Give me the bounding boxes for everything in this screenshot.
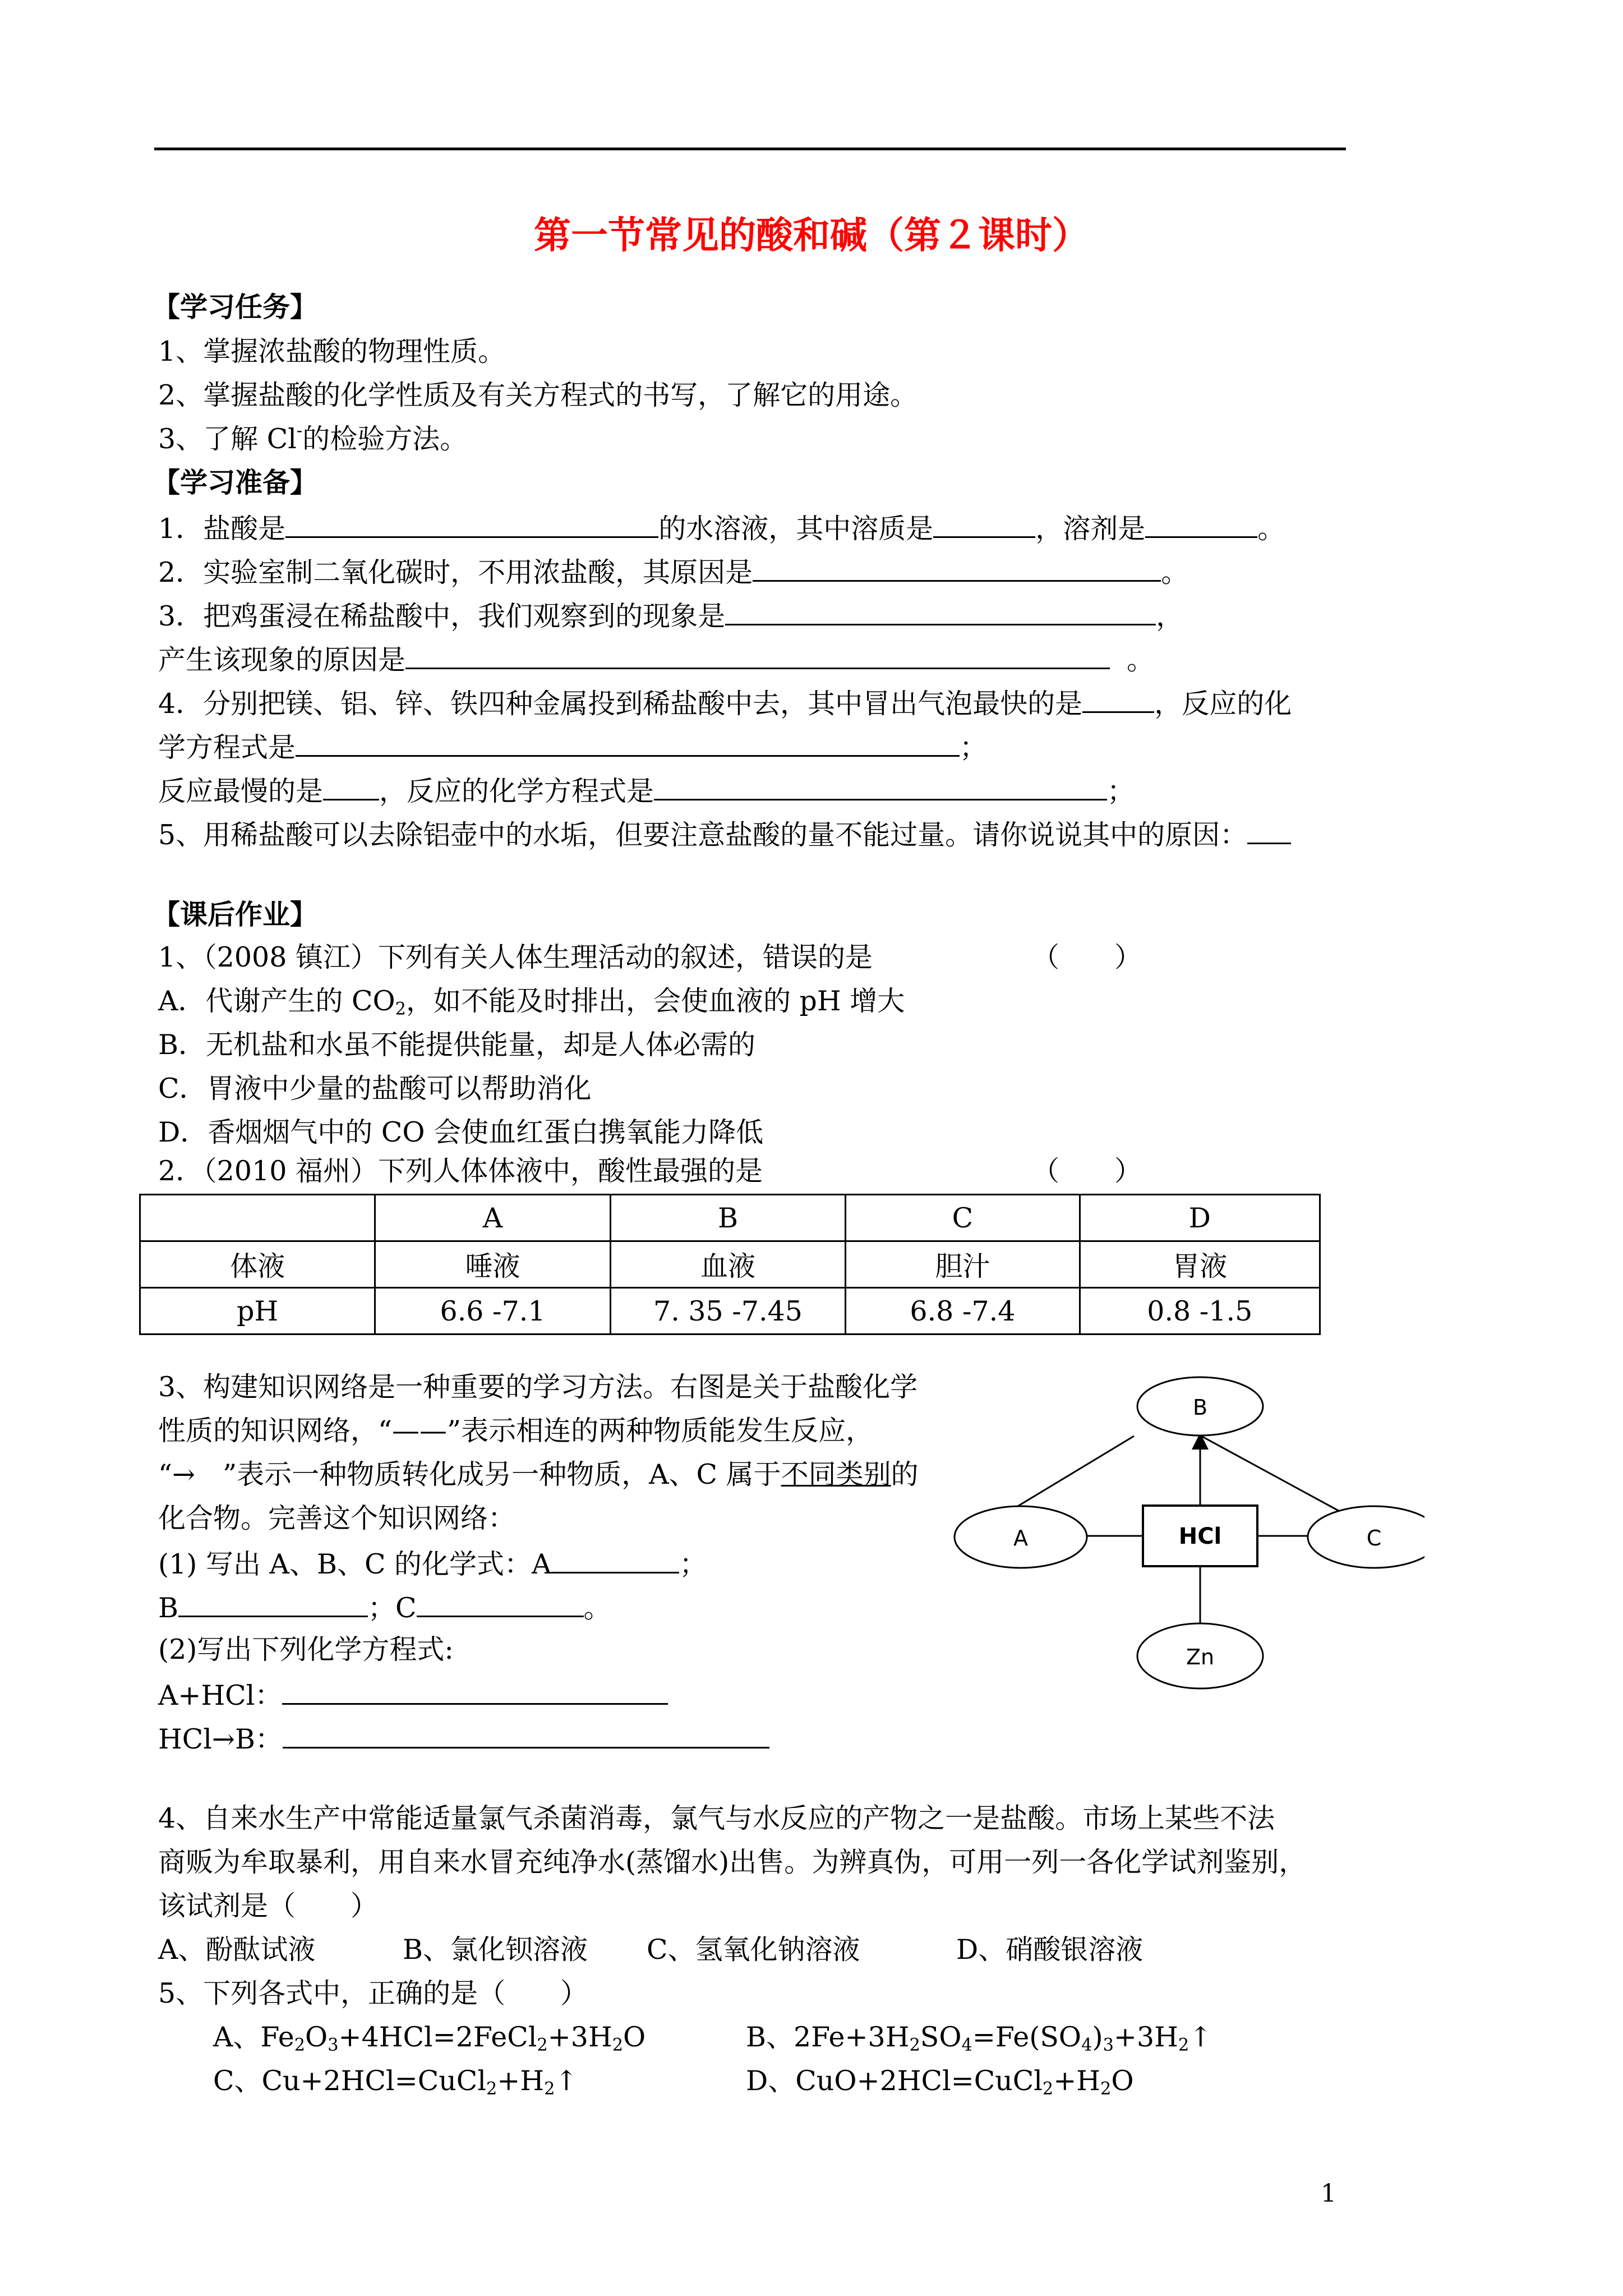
hw3-eq-a-hcl: A+HCl： [158, 1676, 668, 1713]
task-1: 1、掌握浓盐酸的物理性质。 [158, 335, 506, 367]
hw4-line-2: 商贩为牟取暴利，用自来水冒充纯净水(蒸馏水)出售。为辨真伪，可用一列一各化学试剂鉴别， [158, 1846, 1307, 1878]
header-rule [154, 148, 1346, 150]
hw3-part1-bc: B ；C 。 [158, 1589, 611, 1626]
node-c-label: C [1366, 1526, 1382, 1550]
prep-q3: 3．把鸡蛋浸在稀盐酸中，我们观察到的现象是 ， [158, 597, 1183, 634]
table-cell: 胆汁 [846, 1241, 1080, 1288]
prep-q2: 2．实验室制二氧化碳时，不用浓盐酸，其原因是 。 [158, 553, 1188, 590]
hw4-option-d: D、硝酸银溶液 [956, 1934, 1144, 1966]
hw1-option-a: A．代谢产生的 $CO_2$，如不能及时排出，会使血液的 pH 增大 [158, 985, 905, 1019]
hw5-option-c: C、$Cu+2HCl=CuCl_2+H_2↑$ [213, 2065, 578, 2099]
hw4-option-b: B、氯化钡溶液 [403, 1934, 588, 1966]
table-cell: 0.8 -1.5 [1080, 1288, 1320, 1335]
hw5-option-a: A、$Fe_2O_3+4HCl=2FeCl_2+3H_2O$ [213, 2021, 646, 2055]
table-cell: 6.8 -7.4 [846, 1288, 1080, 1335]
prep-q3-reason: 产生该现象的原因是 。 [158, 641, 1154, 678]
ph-table [139, 1194, 1321, 1335]
table-header-cell: C [846, 1195, 1080, 1241]
table-cell: 唾液 [375, 1241, 610, 1288]
task-3: 3、了解 Cl-的检验方法。 [158, 421, 468, 455]
link-b-a [1001, 1436, 1134, 1516]
section-tasks: 【学习任务】 [153, 291, 318, 323]
hw2-stem: 2．（2010 福州）下列人体体液中，酸性最强的是 [158, 1155, 763, 1187]
hw4-line-1: 4、自来水生产中常能适量氯气杀菌消毒，氯气与水反应的产物之一是盐酸。市场上某些不法 [158, 1802, 1275, 1834]
prep-q4-eq2: 反应最慢的是 ，反应的化学方程式是 ； [158, 772, 1135, 809]
table-header-row [140, 1195, 1320, 1241]
hw1-option-c: C．胃液中少量的盐酸可以帮助消化 [158, 1073, 592, 1105]
hw5-stem: 5、下列各式中，正确的是（ ） [158, 1977, 588, 2009]
node-b-label: B [1192, 1395, 1208, 1420]
table-header-cell: B [610, 1195, 845, 1241]
task-2: 2、掌握盐酸的化学性质及有关方程式的书写，了解它的用途。 [158, 379, 918, 411]
page-title: 第一节常见的酸和碱（第２课时） [534, 214, 1089, 257]
hw4-line-3: 该试剂是（ ） [158, 1890, 379, 1922]
hw4-option-c: C、氢氧化钠溶液 [647, 1934, 860, 1966]
node-a-label: A [1013, 1526, 1028, 1550]
hw3-line-3: “→ ”表示一种物质转化成另一种物质，A、C 属于不同类别的 [158, 1458, 919, 1490]
prep-q1: 1．盐酸是 的水溶液，其中溶质是 ，溶剂是 。 [158, 509, 1285, 546]
table-cell: 血液 [610, 1241, 845, 1288]
hw2-paren: （ ） [1032, 1155, 1142, 1187]
prep-q5: 5、用稀盐酸可以去除铝壶中的水垢，但要注意盐酸的量不能过量。请你说说其中的原因： [158, 816, 1291, 853]
hw3-part1: (1) 写出 A、B、C 的化学式：A ； [158, 1545, 707, 1582]
table-header-cell: D [1080, 1195, 1320, 1241]
table-header-cell: A [375, 1195, 610, 1241]
node-hcl-label: HCl [1178, 1524, 1222, 1549]
table-cell: 6.6 -7.1 [375, 1288, 610, 1335]
link-b-c [1201, 1436, 1349, 1516]
table-row [140, 1288, 1320, 1335]
hw3-part2: (2)写出下列化学方程式: [158, 1634, 454, 1665]
hw1-option-d: D．香烟烟气中的 CO 会使血红蛋白携氧能力降低 [158, 1116, 764, 1148]
section-prep: 【学习准备】 [153, 467, 318, 499]
table-cell: 7. 35 -7.45 [610, 1288, 845, 1335]
hw3-eq-hcl-b: HCl→B： [158, 1720, 769, 1757]
hw1-stem: 1、（2008 镇江）下列有关人体生理活动的叙述，错误的是 [158, 941, 873, 973]
table-cell: 体液 [140, 1241, 375, 1288]
section-homework: 【课后作业】 [153, 899, 318, 931]
hw3-line-2: 性质的知识网络，“——”表示相连的两种物质能发生反应， [158, 1415, 874, 1447]
hw1-option-b: B．无机盐和水虽不能提供能量，却是人体必需的 [158, 1029, 756, 1061]
page-number: 1 [1321, 2179, 1336, 2208]
table-row [140, 1241, 1320, 1288]
table-header-cell [140, 1195, 375, 1241]
hw1-paren: （ ） [1032, 941, 1142, 973]
node-zn-label: Zn [1186, 1645, 1215, 1669]
knowledge-network-diagram [948, 1369, 1424, 1728]
prep-q4: 4．分别把镁、铝、锌、铁四种金属投到稀盐酸中去，其中冒出气泡最快的是 ，反应的化 [158, 684, 1292, 721]
hw5-option-b: B、$2Fe+3H_2SO_4=Fe(SO_4)_3+3H_2↑$ [746, 2021, 1212, 2055]
hw3-line-4: 化合物。完善这个知识网络： [158, 1502, 516, 1534]
hw3-line-1: 3、构建知识网络是一种重要的学习方法。右图是关于盐酸化学 [158, 1371, 918, 1403]
table-cell: 胃液 [1080, 1241, 1320, 1288]
hw4-option-a: A、酚酞试液 [158, 1934, 316, 1966]
table-cell: pH [140, 1288, 375, 1335]
prep-q4-eq1: 学方程式是 ； [158, 728, 987, 765]
hw5-option-d: D、$CuO+2HCl=CuCl_2+H_2O$ [746, 2065, 1134, 2099]
